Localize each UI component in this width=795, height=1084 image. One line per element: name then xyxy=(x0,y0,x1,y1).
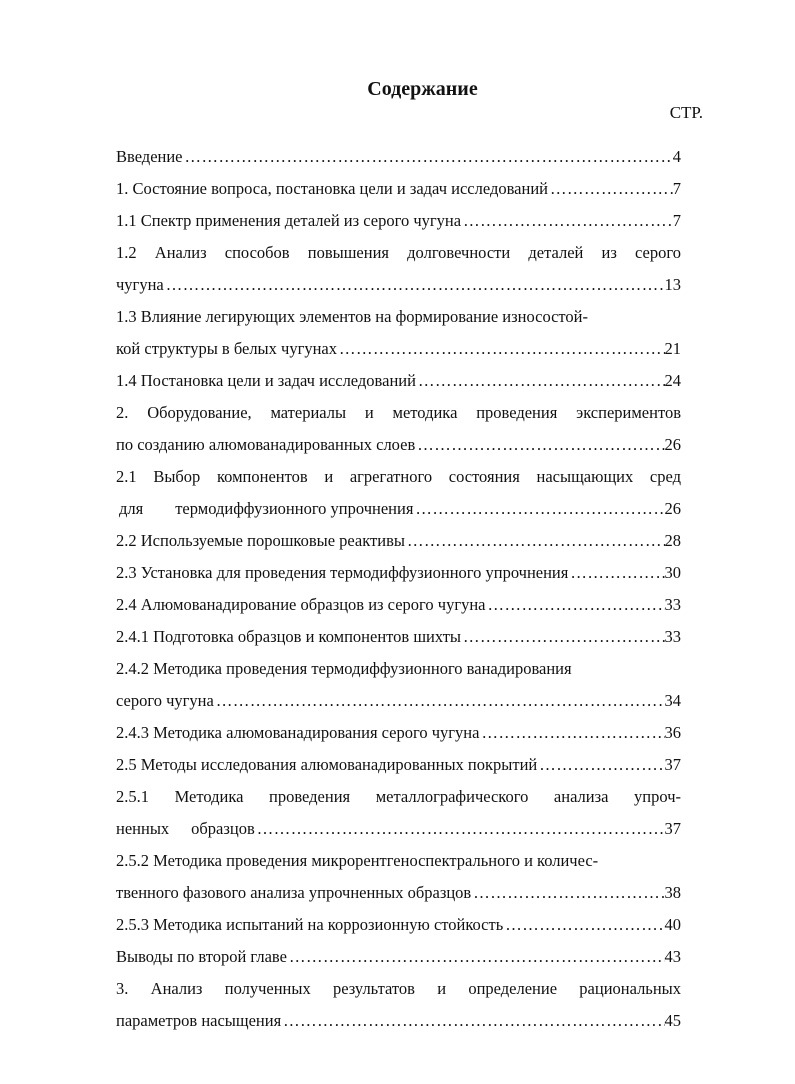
toc-leader-dots xyxy=(537,749,664,781)
toc-leader-dots xyxy=(479,717,664,749)
toc-entry-2-4-3 xyxy=(116,717,681,749)
toc-entry-2-5-2-line2 xyxy=(116,877,681,909)
toc-entry-page: 7 xyxy=(672,179,681,198)
toc-entry-page: 34 xyxy=(664,691,681,710)
toc-leader-dots xyxy=(281,1005,664,1037)
toc-leader-dots xyxy=(415,429,664,461)
toc-entry-2-4-2-line1: 2.4.2 Методика проведения термодиффузионного ванадирования xyxy=(116,659,572,678)
toc-entry-2-5-1-line1: 2.5.1 Методика проведения металлографического анализа упроч- xyxy=(116,787,681,806)
toc-entry-2-5-1-line2 xyxy=(116,813,681,845)
toc-entry-page: 37 xyxy=(664,755,681,774)
toc-entry-page: 26 xyxy=(664,499,681,518)
toc-entry-title: 2.3 Установка для проведения термодиффузионного упрочнения xyxy=(116,563,569,582)
toc-entry-page: 45 xyxy=(664,1011,681,1030)
page-column-label: СТР. xyxy=(669,103,703,122)
toc-leader-dots xyxy=(183,141,673,173)
toc-entry-2-4-2-line2 xyxy=(116,685,681,717)
toc-entry-page: 30 xyxy=(664,563,681,582)
toc-entry-2-5-3 xyxy=(116,909,681,941)
toc-entry-ch2-line1: 2. Оборудование, материалы и методика проведения экспериментов xyxy=(116,403,681,422)
toc-entry-title: серого чугуна xyxy=(116,691,214,710)
toc-entry-ch1 xyxy=(116,173,681,205)
toc-entry-title: твенного фазового анализа упрочненных образцов xyxy=(116,883,472,902)
toc-entry-page: 28 xyxy=(664,531,681,550)
toc-entry-title-prefix: ненных xyxy=(116,819,170,838)
toc-entry-page: 37 xyxy=(664,819,681,838)
toc-entry-title: кой структуры в белых чугунах xyxy=(116,339,337,358)
toc-leader-dots xyxy=(461,205,673,237)
toc-entry-1-2-line2 xyxy=(116,269,681,301)
toc-entry-1-3-line2 xyxy=(116,333,681,365)
toc-entry-page: 7 xyxy=(672,211,681,230)
toc-leader-dots xyxy=(486,589,665,621)
toc-entry-2-1-line1: 2.1 Выбор компонентов и агрегатного состояния насыщающих сред xyxy=(116,467,681,486)
toc-entry-title-prefix: для xyxy=(119,499,144,518)
toc-leader-dots xyxy=(337,333,665,365)
toc-entry-page: 38 xyxy=(664,883,681,902)
toc-entry-title: 2.4.1 Подготовка образцов и компонентов шихты xyxy=(116,627,461,646)
toc-entry-page: 26 xyxy=(664,435,681,454)
toc-leader-dots xyxy=(287,941,665,973)
toc-entry-ch3-line1: 3. Анализ полученных результатов и определение рациональных xyxy=(116,979,681,998)
toc-entry-page: 13 xyxy=(664,275,681,294)
toc-entry-title: 2.4.3 Методика алюмованадирования серого чугуна xyxy=(116,723,480,742)
toc-entry-page: 33 xyxy=(664,595,681,614)
toc-entry-page: 43 xyxy=(664,947,681,966)
toc-entry-title: чугуна xyxy=(116,275,164,294)
toc-leader-dots xyxy=(416,365,665,397)
toc-entry-conclusions-2 xyxy=(116,941,681,973)
toc-entry-1-4 xyxy=(116,365,681,397)
toc-leader-dots xyxy=(405,525,665,557)
toc-entry-title: 2.2 Используемые порошковые реактивы xyxy=(116,531,405,550)
toc-leader-dots xyxy=(413,493,664,525)
toc-leader-dots xyxy=(471,877,664,909)
toc-entry-ch3-line2 xyxy=(116,1005,681,1037)
toc-entry-title: 1. Состояние вопроса, постановка цели и задач исследований xyxy=(116,179,548,198)
toc-entry-2-5-2-line1: 2.5.2 Методика проведения микрорентгеноспектрального и количес- xyxy=(116,851,599,870)
toc-entry-title: 2.5.3 Методика испытаний на коррозионную стойкость xyxy=(116,915,504,934)
toc-entry-title: параметров насыщения xyxy=(116,1011,282,1030)
toc-leader-dots xyxy=(461,621,665,653)
toc-leader-dots xyxy=(503,909,664,941)
toc-leader-dots xyxy=(164,269,665,301)
toc-entry-2-2 xyxy=(116,525,681,557)
toc-entry-2-5 xyxy=(116,749,681,781)
toc-entry-2-1-line2 xyxy=(116,493,681,525)
toc-entry-1-2-line1: 1.2 Анализ способов повышения долговечности деталей из серого xyxy=(116,243,681,262)
toc-entry-1-1 xyxy=(116,205,681,237)
toc-entry-page: 40 xyxy=(664,915,681,934)
toc-entry-page: 24 xyxy=(664,371,681,390)
toc-entry-title: 2.4 Алюмованадирование образцов из серого чугуна xyxy=(116,595,486,614)
toc-entry-title: Введение xyxy=(116,147,183,166)
toc-entry-ch2-line2 xyxy=(116,429,681,461)
toc-entry-introduction xyxy=(116,141,681,173)
toc-entry-page: 21 xyxy=(664,339,681,358)
toc-entry-2-4 xyxy=(116,589,681,621)
toc-entry-2-3 xyxy=(116,557,681,589)
toc-entry-1-3-line1: 1.3 Влияние легирующих элементов на формирование износостой- xyxy=(116,307,588,326)
toc-leader-dots xyxy=(568,557,664,589)
toc-entry-title: по созданию алюмованадированных слоев xyxy=(116,435,416,454)
toc-entry-page: 33 xyxy=(664,627,681,646)
toc-entry-2-4-1 xyxy=(116,621,681,653)
toc-entry-title: Выводы по второй главе xyxy=(116,947,287,966)
toc-leader-dots xyxy=(548,173,673,205)
toc-entry-title: термодиффузионного упрочнения xyxy=(175,499,414,518)
page-title: Содержание xyxy=(367,78,478,100)
toc-entry-title: образцов xyxy=(191,819,255,838)
toc-entry-title: 2.5 Методы исследования алюмованадированных покрытий xyxy=(116,755,538,774)
toc-entry-page: 4 xyxy=(672,147,681,166)
table-of-contents xyxy=(116,141,681,1037)
toc-leader-dots xyxy=(255,813,665,845)
toc-entry-page: 36 xyxy=(664,723,681,742)
toc-entry-title: 1.1 Спектр применения деталей из серого чугуна xyxy=(116,211,462,230)
toc-leader-dots xyxy=(214,685,665,717)
toc-entry-title: 1.4 Постановка цели и задач исследований xyxy=(116,371,416,390)
